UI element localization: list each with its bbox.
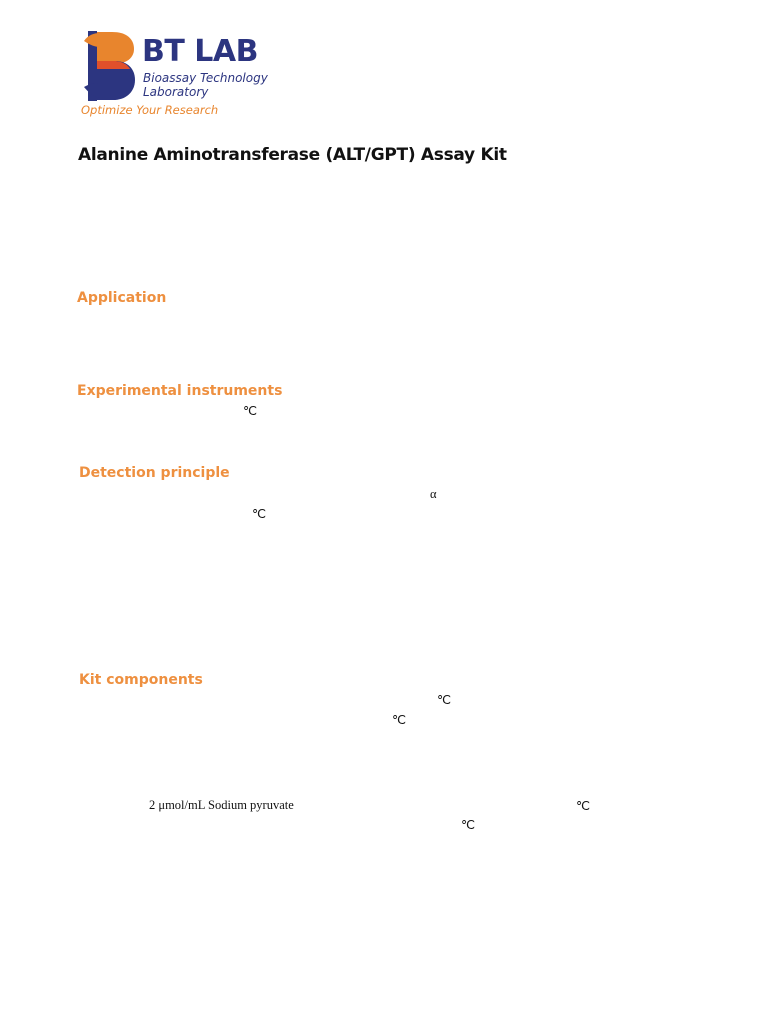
- temperature-symbol: ℃: [252, 507, 267, 521]
- document-title: Alanine Aminotransferase (ALT/GPT) Assay Kit: [78, 145, 507, 165]
- section-heading-components: Kit components: [79, 672, 203, 688]
- component-sodium-pyruvate: 2 μmol/mL Sodium pyruvate: [149, 798, 294, 812]
- alpha-symbol: α: [430, 487, 437, 501]
- section-heading-instruments: Experimental instruments: [77, 383, 283, 399]
- section-heading-principle: Detection principle: [79, 465, 230, 481]
- logo-subtitle: [143, 71, 268, 99]
- logo-subtitle-line2: Laboratory: [143, 85, 209, 99]
- logo-title: BT LAB: [142, 34, 258, 69]
- section-heading-application: Application: [77, 290, 167, 306]
- temperature-symbol: ℃: [461, 818, 476, 832]
- logo-subtitle-line1: Bioassay Technology: [143, 71, 268, 85]
- temperature-symbol: ℃: [437, 693, 452, 707]
- temperature-symbol: ℃: [576, 799, 591, 813]
- tagline: Optimize Your Research: [81, 103, 219, 117]
- logo-mark: [84, 31, 136, 101]
- temperature-symbol: ℃: [392, 713, 407, 727]
- temperature-symbol: ℃: [243, 404, 258, 418]
